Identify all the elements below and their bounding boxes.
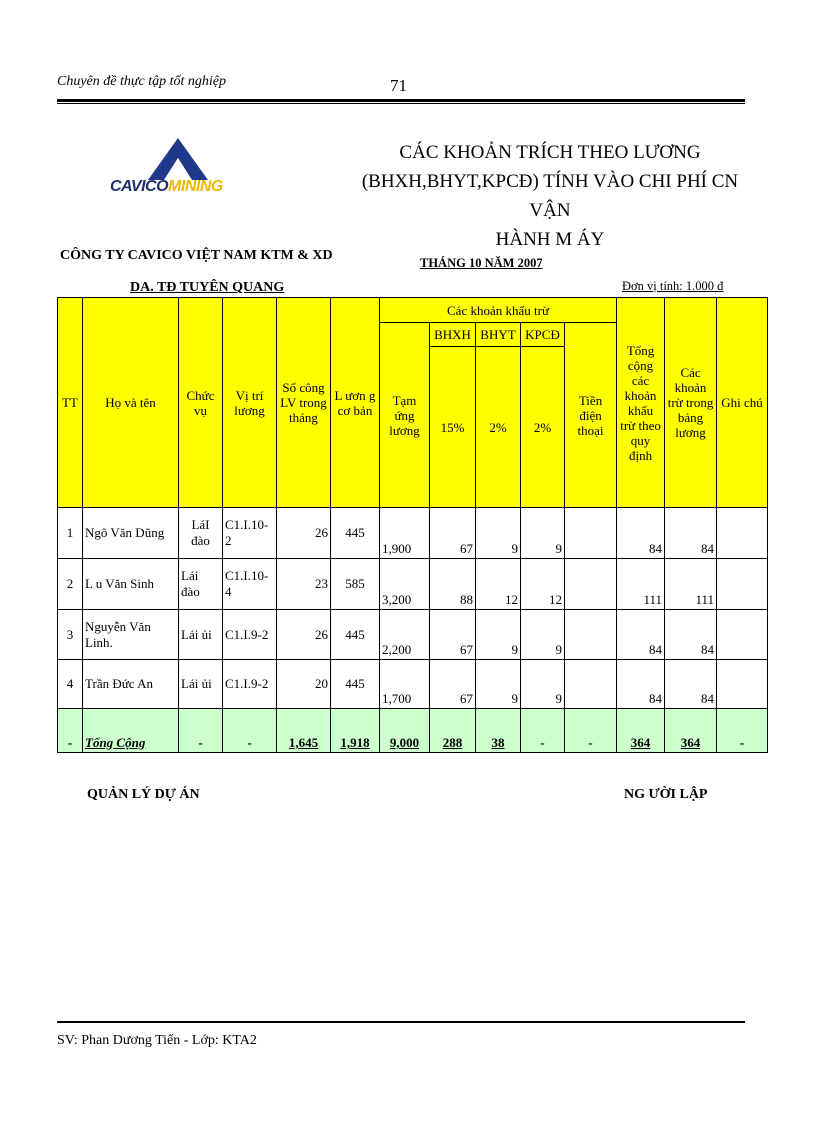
table-row: 3 Nguyễn Văn Linh. Lái ủi C1.I.9-2 26 445 2,200 67 9 9 84 84 (58, 610, 768, 660)
col-name: Họ và tên (83, 298, 179, 508)
signature-preparer: NG ƯỜI LẬP (624, 787, 708, 802)
title-line-2: (BHXH,BHYT,KPCĐ) TÍNH VÀO CHI PHÍ CN VẬN (361, 171, 739, 221)
header-rule-thin (57, 103, 745, 104)
col-bhxh-rate: 15% (430, 347, 476, 508)
document-title (340, 138, 760, 254)
col-total-regulated: Tổng cộng các khoản khấu trừ theo quy định (617, 298, 665, 508)
total-row: - Tổng Cộng - - 1,645 1,918 9,000 288 38 - - 364 364 - (58, 709, 768, 753)
col-kpcd-rate: 2% (521, 347, 565, 508)
col-base-salary: L ươn g cơ bản (331, 298, 380, 508)
company-name: CÔNG TY CAVICO VIỆT NAM KTM & XD (60, 248, 333, 263)
signature-manager: QUẢN LÝ DỰ ÁN (87, 787, 200, 802)
logo-wordmark: CAVICOMINING (110, 178, 223, 195)
col-kpcd: KPCĐ (521, 323, 565, 347)
title-line-3: HÀNH M ÁY (495, 229, 605, 250)
col-bhyt: BHYT (476, 323, 521, 347)
footer-student: SV: Phan Dương Tiến - Lớp: KTA2 (57, 1033, 257, 1048)
col-deductions-group: Các khoản khấu trừ (380, 298, 617, 323)
col-phone: Tiền điện thoại (565, 323, 617, 508)
report-month: THÁNG 10 NĂM 2007 (420, 256, 543, 270)
header-title: Chuyên đề thực tập tốt nghiệp (57, 74, 226, 89)
col-payroll-deduction: Các khoản trừ trong bảng lương (665, 298, 717, 508)
table-row: 4 Trần Đức An Lái ủi C1.I.9-2 20 445 1,700 67 9 9 84 84 (58, 660, 768, 709)
branch-name: DA. TĐ TUYÊN QUANG (130, 280, 285, 295)
unit-label: Đơn vị tính: 1.000 đ (622, 279, 724, 293)
col-position: Chức vụ (179, 298, 223, 508)
header-rule (57, 99, 745, 102)
company-logo (108, 136, 248, 202)
col-work-days: Số công LV trong tháng (277, 298, 331, 508)
col-bhxh: BHXH (430, 323, 476, 347)
table-row: 2 L u Văn Sinh Lái đào C1.I.10-4 23 585 3,200 88 12 12 111 111 (58, 559, 768, 610)
deductions-table (57, 297, 768, 753)
page-number: 71 (390, 76, 407, 95)
col-note: Ghi chú (717, 298, 768, 508)
footer-rule (57, 1021, 745, 1023)
col-advance: Tạm ứng lương (380, 323, 430, 508)
total-label: Tổng Cộng (83, 709, 179, 753)
col-bhyt-rate: 2% (476, 347, 521, 508)
col-tt: TT (58, 298, 83, 508)
table-row: 1 Ngô Văn Dũng LáI đào C1.I.10-2 26 445 1,900 67 9 9 84 84 (58, 508, 768, 559)
logo-peak-icon (108, 136, 248, 182)
title-line-1: CÁC KHOẢN TRÍCH THEO LƯƠNG (399, 142, 701, 163)
col-salary-grade: Vị trí lương (223, 298, 277, 508)
